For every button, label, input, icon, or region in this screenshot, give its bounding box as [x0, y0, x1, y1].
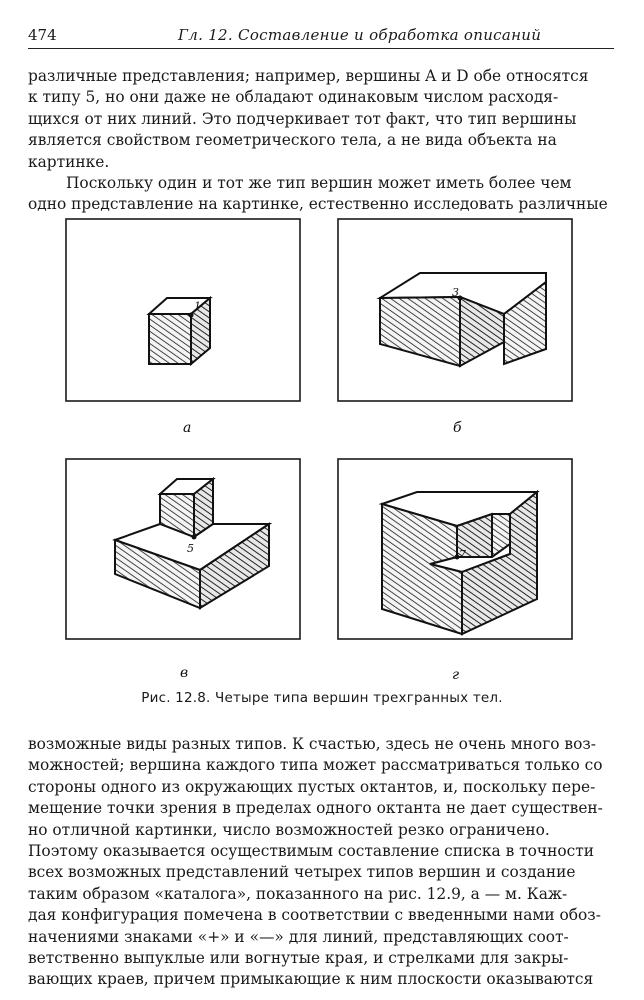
vertex-label: 7 — [459, 548, 466, 561]
panel-label: г — [452, 667, 460, 683]
text-line: различные представления; например, вершины A и D обе относятся — [28, 67, 589, 85]
text-line: одно представление на картинке, естественно исследовать различные — [28, 195, 608, 214]
text-line: к типу 5, но они даже не обладают одинаковым числом расходя- — [28, 88, 559, 107]
text-line: всех возможных представлений четырех типов вершин и создание — [28, 863, 576, 882]
text-line: Поэтому оказывается осуществимым составление списка в точности — [28, 842, 595, 861]
text-line: Поскольку один и тот же тип вершин может иметь более чем — [66, 174, 572, 193]
panel-a — [66, 219, 300, 436]
panel-c — [66, 459, 300, 681]
text-line: щихся от них линий. Это подчеркивает тот факт, что тип вершины — [28, 109, 577, 128]
text-line: стороны одного из окружающих пустых октантов, и, поскольку пере- — [28, 777, 596, 796]
paragraph-top — [28, 66, 614, 216]
text-line: можностей; вершина каждого типа может рассматриваться только со — [28, 756, 603, 775]
text-line: дая конфигурация помечена в соответствии с введенными нами обоз- — [28, 906, 601, 925]
paragraph-bottom — [28, 734, 614, 991]
page-header — [28, 26, 614, 49]
text-line: таким образом «каталога», показанного на рис. 12.9, а — м. Каж- — [28, 884, 568, 903]
running-head: Гл. 12. Составление и обработка описаний — [178, 26, 542, 44]
panel-d — [338, 459, 572, 683]
panel-label: а — [183, 420, 192, 436]
text-line: возможные виды разных типов. К счастью, здесь не очень много воз- — [28, 735, 596, 753]
text-line: картинке. — [28, 152, 110, 171]
text-line: мещение точки зрения в пределах одного октанта не дает существен- — [28, 799, 603, 818]
text-line: начениями знаками «+» и «—» для линий, представляющих соот- — [28, 927, 569, 946]
panel-b — [338, 219, 572, 436]
text-line: ветственно выпуклые или вогнутые края, и стрелками для закры- — [28, 949, 569, 968]
text-line: но отличной картинки, число возможностей резко ограничено. — [28, 820, 550, 839]
panel-label: в — [180, 665, 189, 681]
text-line: вающих краев, причем примыкающие к ним плоскости оказываются — [28, 970, 594, 989]
figure-12-8 — [60, 214, 580, 684]
vertex-label: 1 — [194, 300, 201, 313]
panel-label: б — [453, 420, 462, 436]
text-line: является свойством геометрического тела, а не вида объекта на — [28, 131, 557, 150]
page-number: 474 — [28, 26, 57, 44]
figure-caption: Рис. 12.8. Четыре типа вершин трехгранных тел. — [141, 690, 503, 706]
vertex-label: 3 — [452, 286, 459, 299]
vertex-label: 5 — [187, 542, 194, 555]
